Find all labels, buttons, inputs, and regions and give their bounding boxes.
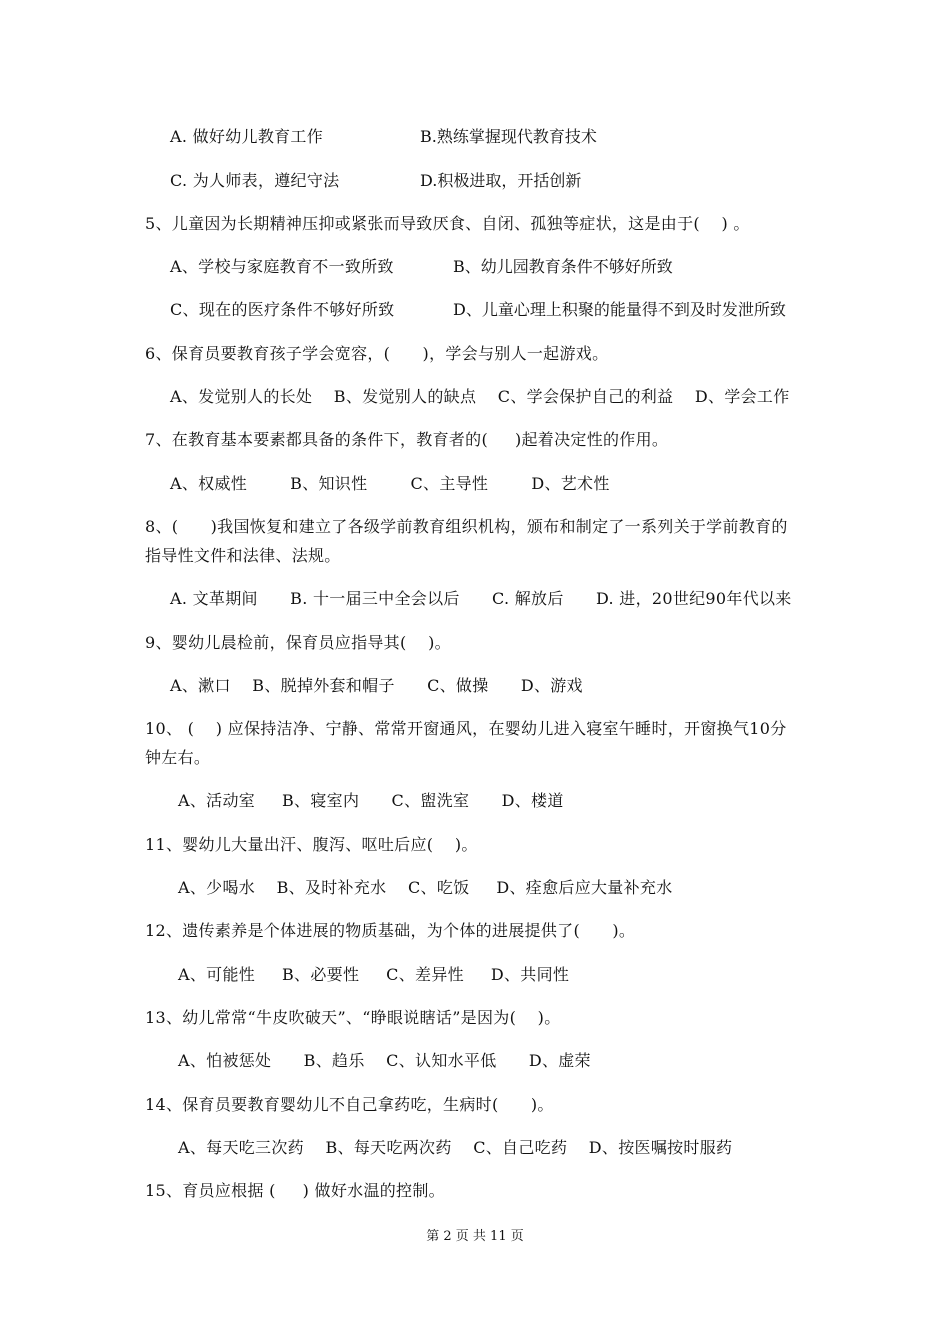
question-12: 12、遗传素养是个体进展的物质基础，为个体的进展提供了( )。 [145, 921, 636, 940]
question-5: 5、儿童因为长期精神压抑或紧张而导致厌食、自闭、孤独等症状，这是由于( ) 。 [145, 214, 750, 233]
q4-option-d: D.积极进取，开括创新 [420, 171, 582, 190]
question-6: 6、保育员要教育孩子学会宽容，( )，学会与别人一起游戏。 [145, 344, 609, 363]
q13-options: A、怕被惩处 B、趋乐 C、认知水平低 D、虚荣 [178, 1051, 591, 1070]
q8-options: A. 文革期间 B. 十一届三中全会以后 C. 解放后 D. 进，20世纪90年代以来 [170, 589, 792, 608]
q5-option-c: C、现在的医疗条件不够好所致 [170, 300, 395, 319]
q5-option-a: A、学校与家庭教育不一致所致 [170, 257, 394, 276]
q10-options: A、活动室 B、寝室内 C、盥洗室 D、楼道 [178, 791, 564, 810]
question-10-line-2: 钟左右。 [145, 748, 211, 767]
question-7: 7、在教育基本要素都具备的条件下，教育者的( )起着决定性的作用。 [145, 430, 669, 449]
page-footer: 第 2 页 共 11 页 [426, 1229, 524, 1244]
q14-options: A、每天吃三次药 B、每天吃两次药 C、自己吃药 D、按医嘱按时服药 [178, 1138, 733, 1157]
question-9: 9、婴幼儿晨检前，保育员应指导其( )。 [145, 633, 451, 652]
question-8-line-1: 8、( )我国恢复和建立了各级学前教育组织机构，颁布和制定了一系列关于学前教育的 [145, 517, 788, 536]
q11-options: A、少喝水 B、及时补充水 C、吃饭 D、痊愈后应大量补充水 [178, 878, 673, 897]
q12-options: A、可能性 B、必要性 C、差异性 D、共同性 [178, 965, 570, 984]
q5-option-b: B、幼儿园教育条件不够好所致 [453, 257, 673, 276]
q9-options: A、漱口 B、脱掉外套和帽子 C、做操 D、游戏 [170, 676, 583, 695]
q7-options: A、权威性 B、知识性 C、主导性 D、艺术性 [170, 474, 610, 493]
question-15: 15、育员应根据 ( ) 做好水温的控制。 [145, 1181, 445, 1200]
q6-options: A、发觉别人的长处 B、发觉别人的缺点 C、学会保护自己的利益 D、学会工作 [170, 387, 790, 406]
q4-option-b: B.熟练掌握现代教育技术 [420, 127, 597, 146]
q4-option-c: C. 为人师表，遵纪守法 [170, 171, 340, 190]
question-8-line-2: 指导性文件和法律、法规。 [145, 546, 341, 565]
question-11: 11、婴幼儿大量出汗、腹泻、呕吐后应( )。 [145, 835, 478, 854]
question-14: 14、保育员要教育婴幼儿不自己拿药吃，生病时( )。 [145, 1095, 554, 1114]
question-13: 13、幼儿常常“牛皮吹破天”、“睁眼说瞎话”是因为( )。 [145, 1008, 561, 1027]
q4-option-a: A. 做好幼儿教育工作 [170, 127, 324, 146]
q5-option-d: D、儿童心理上积聚的能量得不到及时发泄所致 [453, 300, 786, 319]
question-10-line-1: 10、 ( ) 应保持洁净、宁静、常常开窗通风，在婴幼儿进入寝室午睡时，开窗换气10分 [145, 719, 787, 738]
